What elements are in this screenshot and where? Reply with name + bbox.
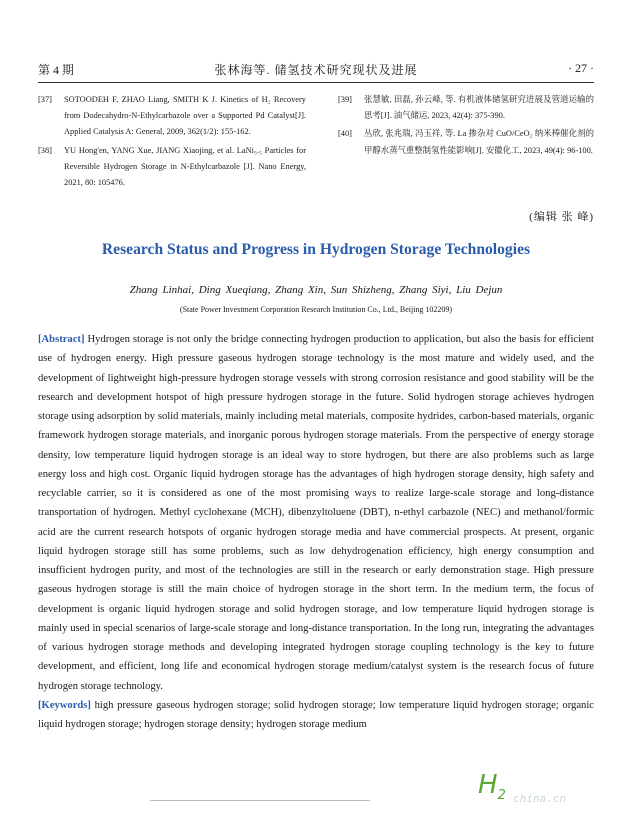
reference-text: 张慧敏, 田磊, 孙云峰, 等. 有机液体储氢研究进展及管道运输的思考[J]. 油气储运, 2023, 42(4): 375-390. <box>364 95 594 121</box>
references-right-column <box>338 92 594 161</box>
reference-number: [40] <box>338 129 352 139</box>
abstract-section <box>38 330 594 734</box>
reference-text: SOTOODEH F, ZHAO Liang, SMITH K J. Kinetics of H₂ Recovery from Dodecahydro-N-Ethylcarbazole over a Supported Pd Catalyst[J]. Applied Catalysis A: General, 2009, 362(1/2): 155-162. <box>64 95 306 137</box>
reference-item <box>338 92 594 124</box>
reference-text: YU Hong'en, YANG Xue, JIANG Xiaojing, et al. LaNi₅.₅ Particles for Reversible Hydrogen Storage in N-Ethylcarbazole [J]. Nano Energy, 2021, 80: 105476. <box>64 145 306 188</box>
article-title: Research Status and Progress in Hydrogen Storage Technologies <box>101 241 531 258</box>
abstract-label: [Abstract] <box>38 334 85 345</box>
reference-number: [39] <box>338 95 352 104</box>
reference-item <box>338 126 594 158</box>
footer-rule <box>150 800 370 801</box>
article-affiliation: (State Power Investment Corporation Research Institution Co., Ltd., Beijing 102209) <box>179 305 453 314</box>
reference-item <box>38 92 306 141</box>
issue-number: 第 4 期 <box>38 63 75 77</box>
page-number: · 27 · <box>568 61 594 75</box>
reference-text: 丛欣, 张兆瑞, 冯玉祥, 等. La 掺杂对 CuO/CeO₂ 纳米棒催化剂的甲醇水蒸气重整制氢性能影响[J]. 安徽化工, 2023, 49(4): 96-100. <box>364 129 594 155</box>
watermark-site-text: china.cn <box>513 792 566 805</box>
keywords-paragraph <box>38 696 594 735</box>
h2-logo-watermark <box>478 770 506 803</box>
editor-note: (编辑 张 峰) <box>529 211 594 223</box>
running-header <box>38 61 594 81</box>
logo-main: H <box>478 770 498 800</box>
keywords-label: [Keywords] <box>38 699 91 711</box>
references-left-column <box>38 92 306 193</box>
reference-number: [37] <box>38 95 52 104</box>
reference-item <box>38 143 306 192</box>
logo-subscript: 2 <box>497 788 506 803</box>
abstract-text: Hydrogen storage is not only the bridge connecting hydrogen production to application, but also the basis for efficient use of hydrogen energy. High pressure gaseous hydrogen storage technology is the most mature and widely used, and the development of lightweight high-pressure hydrogen storage vessels with strong corrosion resistance and good stability will be the research and development hotspot of high pressure hydrogen storage in the future. Solid hydrogen storage achieves hydrogen storage using adsorption by solid materials, mainly including metal materials, composite hydrides, carbon-based materials, organic framework hydrogen storage materials, and inorganic porous hydrogen storage materials. From the perspective of energy storage density, low temperature liquid hydrogen storage is an ideal way to store hydrogen, but there are also problems such as large energy loss and high cost. Organic liquid hydrogen storage has the advantages of high hydrogen storage density, high safety and recyclable carrier, so it is considered as one of the most promising ways to realize large-scale storage and long-distance transportation of hydrogen. Methyl cyclohexane (MCH), dibenzyltoluene (DBT), n-ethyl carbazole (NEC) and methanol/formic acid are the current research hotspots of organic hydrogen storage media and have commercial prospects. At present, organic liquid hydrogen storage still has some problems, such as low dehydrogenation efficiency, high energy consumption and insufficient hydrogen purity, and most of the technologies are still in the research or early demonstration stage. High pressure gaseous hydrogen storage is still the main choice of hydrogen storage in the short term. In the medium term, the focus of development is organic liquid hydrogen storage and solid hydrogen storage, and low temperature liquid hydrogen storage is mainly used in special scenarios of large-scale storage and long-distance transportation. In the long run, integrating the advantages of various hydrogen storage methods and developing integrated hydrogen storage coupling technology is the key to future development, and efficient, long life and economical hydrogen storage medium/catalyst system is the research focus of future hydrogen storage technology. <box>38 334 594 692</box>
abstract-paragraph <box>38 330 594 696</box>
article-authors: Zhang Linhai, Ding Xueqiang, Zhang Xin, Sun Shizheng, Zhang Siyi, Liu Dejun <box>129 284 503 296</box>
header-rule <box>38 82 594 83</box>
running-title: 张林海等. 储氢技术研究现状及进展 <box>214 63 418 77</box>
keywords-text: high pressure gaseous hydrogen storage; solid hydrogen storage; low temperature liquid hydrogen storage; organic liquid hydrogen storage; hydrogen storage density; hydrogen storage medium <box>38 699 594 730</box>
reference-number: [38] <box>38 145 52 155</box>
